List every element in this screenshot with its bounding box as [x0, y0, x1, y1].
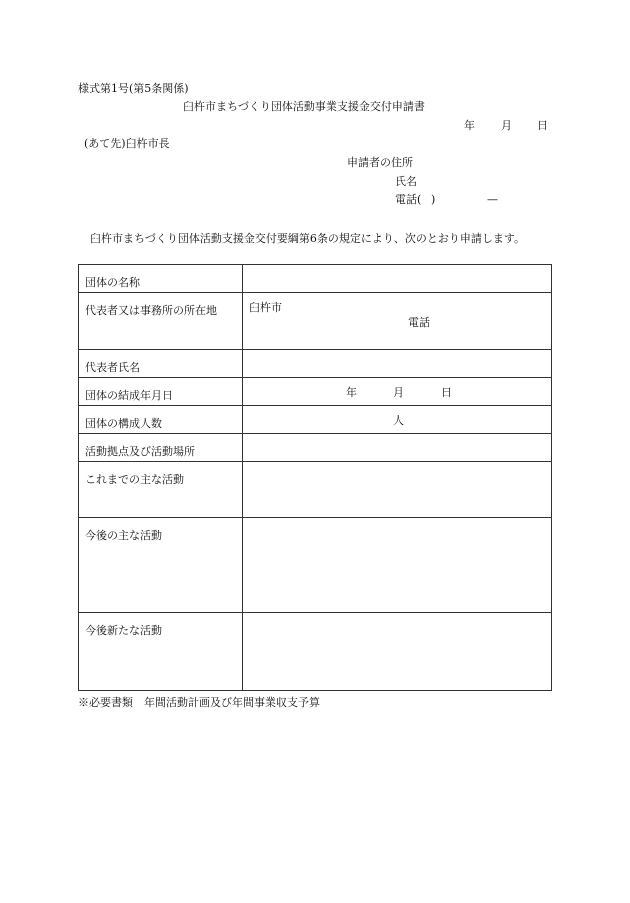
required-documents-note: ※必要書類 年間活動計画及び年間事業収支予算 [78, 696, 320, 709]
addressee: (あて先)臼杵市長 [84, 137, 170, 150]
address-city: 臼杵市 [249, 301, 282, 314]
future-activities-field[interactable] [243, 518, 552, 613]
document-title: 臼杵市まちづくり団体活動事業支援金交付申請書 [183, 100, 425, 113]
member-count-field[interactable] [243, 406, 552, 434]
applicant-phone-close: ) [431, 193, 436, 206]
representative-name-field[interactable] [243, 350, 552, 378]
member-count-unit: 人 [393, 414, 404, 427]
form-number: 様式第1号(第5条関係) [78, 82, 189, 95]
table-row [79, 406, 552, 434]
row-label: 今後の主な活動 [79, 518, 243, 613]
past-activities-field[interactable] [243, 462, 552, 518]
body-statement: 臼杵市まちづくり団体活動支援金交付要綱第6条の規定により、次のとおり申請します。 [90, 232, 526, 245]
formation-month-label: 月 [393, 386, 404, 399]
applicant-phone-label: 電話( [395, 193, 422, 206]
table-row [79, 462, 552, 518]
formation-date-field[interactable] [243, 378, 552, 406]
table-row [79, 434, 552, 462]
date-day-label: 日 [537, 119, 548, 132]
formation-year-label: 年 [346, 386, 357, 399]
row-label: 団体の名称 [79, 265, 243, 293]
row-label: 団体の結成年月日 [79, 378, 243, 406]
row-label: これまでの主な活動 [79, 462, 243, 518]
applicant-phone-dash: — [487, 193, 498, 206]
row-label: 団体の構成人数 [79, 406, 243, 434]
table-row [79, 518, 552, 613]
table-row [79, 613, 552, 691]
formation-day-label: 日 [441, 386, 452, 399]
table-row [79, 378, 552, 406]
applicant-name-label: 氏名 [395, 175, 417, 188]
table-row [79, 293, 552, 350]
date-month-label: 月 [501, 119, 512, 132]
row-label: 活動拠点及び活動場所 [79, 434, 243, 462]
application-form-table [78, 264, 552, 691]
table-row [79, 350, 552, 378]
date-year-label: 年 [464, 119, 475, 132]
table-row [79, 265, 552, 293]
applicant-address-label: 申請者の住所 [347, 156, 413, 169]
activity-base-field[interactable] [243, 434, 552, 462]
row-label: 代表者氏名 [79, 350, 243, 378]
row-label: 今後新たな活動 [79, 613, 243, 691]
group-name-field[interactable] [243, 265, 552, 293]
new-activities-field[interactable] [243, 613, 552, 691]
row-label: 代表者又は事務所の所在地 [79, 293, 243, 350]
address-field[interactable] [243, 293, 552, 350]
address-phone-label: 電話 [408, 316, 430, 329]
